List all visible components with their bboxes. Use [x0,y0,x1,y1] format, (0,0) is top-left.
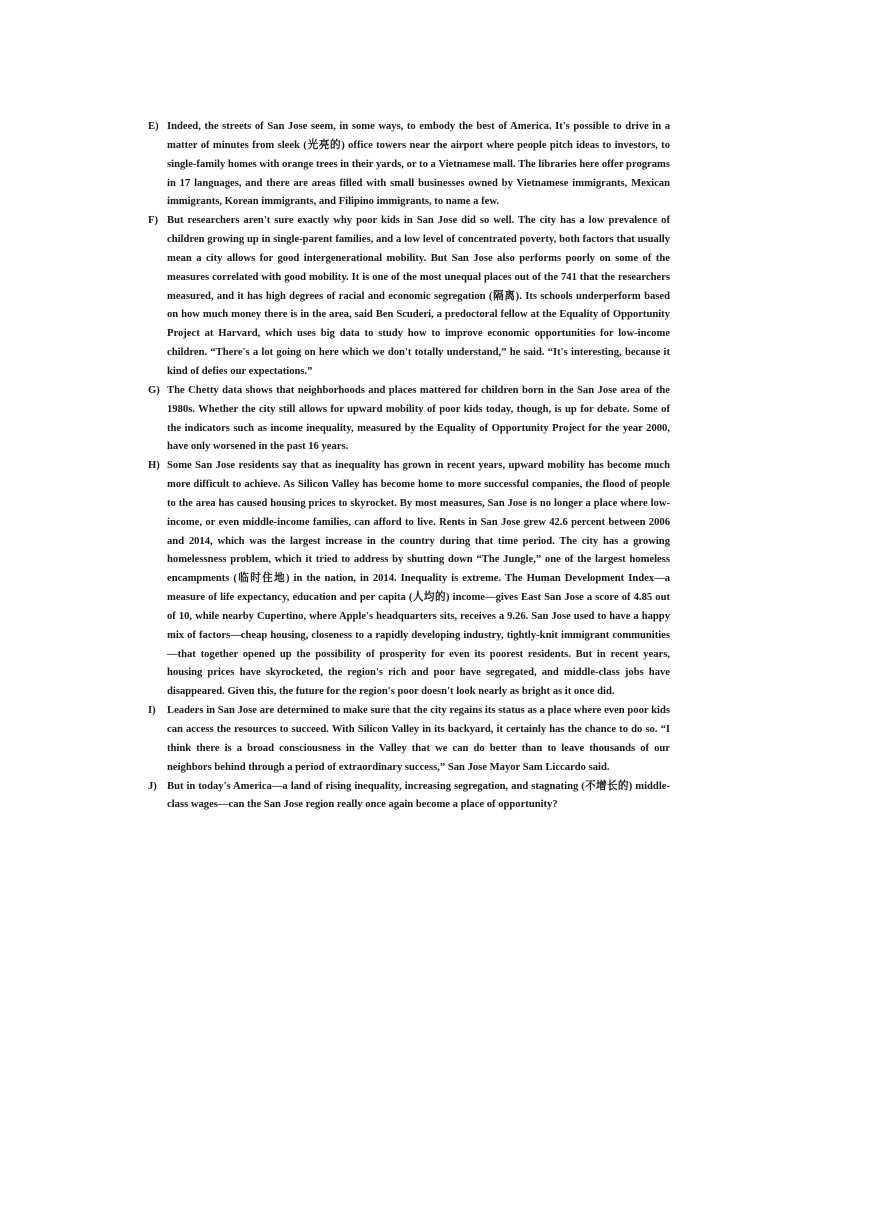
paragraph-g [148,382,670,457]
paragraph-label: G) [148,384,160,396]
paragraph-label: F) [148,215,158,227]
paragraph-label: I) [148,705,156,717]
paragraph-body: Indeed, the streets of San Jose seem, in some ways, to embody the best of America. It's possible to drive in a matter of minutes from sleek (光亮的) office towers near the airport where people pitch ideas to investors, to single-family homes with orange trees in their yards, or to a Vietnamese mall. The libraries here offer programs in 17 languages, and there are areas filled with small businesses owned by Vietnamese immigrants, Mexican immigrants, Korean immigrants, and Filipino immigrants, to name a few. [167,121,670,208]
paragraph-h [148,457,670,702]
paragraph-i [148,702,670,777]
passage-text [148,118,670,815]
paragraph-body: The Chetty data shows that neighborhoods and places mattered for children born in the San Jose area of the 1980s. Whether the city still allows for upward mobility of poor kids today, though, is up for debate. Some of the indicators such as income inequality, measured by the Equality of Opportunity Project for the year 2000, have only worsened in the past 16 years. [167,384,670,453]
paragraph-e [148,118,670,212]
paragraph-j [148,778,670,816]
paragraph-body: But in today's America—a land of rising inequality, increasing segregation, and stagnating (不增长的) middle-class wages—can the San Jose region really once again become a place of opportunity? [167,780,670,811]
paragraph-label: E) [148,121,159,132]
paragraph-label: J) [148,780,157,792]
paragraph-f [148,212,670,382]
paragraph-body: But researchers aren't sure exactly why poor kids in San Jose did so well. The city has a low prevalence of children growing up in single-parent families, and a low level of concentrated poverty, both factors that usually mean a city allows for good intergenerational mobility. But San Jose also performs poorly on some of the measures correlated with good mobility. It is one of the most unequal places out of the 741 that the researchers measured, and it has high degrees of racial and economic segregation (隔离). Its schools underperform based on how much money there is in the area, said Ben Scuderi, a predoctoral fellow at the Equality of Opportunity Project at Harvard, which uses big data to study how to improve economic opportunities for low-income children. “There's a lot going on here which we don't totally understand,” he said. “It's interesting, because it kind of defies our expectations.” [167,215,670,377]
paragraph-body: Leaders in San Jose are determined to make sure that the city regains its status as a place where even poor kids can access the resources to succeed. With Silicon Valley in its backyard, it certainly has the chance to do so. “I think there is a broad consciousness in the Valley that we can do better than to leave thousands of our neighbors behind through a period of extraordinary success,” San Jose Mayor Sam Liccardo said. [167,705,670,773]
paragraph-label: H) [148,460,160,472]
paragraph-body: Some San Jose residents say that as inequality has grown in recent years, upward mobility has become much more difficult to achieve. As Silicon Valley has become home to more successful companies, the flood of people to the area has caused housing prices to skyrocket. By most measures, San Jose is no longer a place where low-income, or even middle-income families, can afford to live. Rents in San Jose grew 42.6 percent between 2006 and 2014, which was the largest increase in the country during that time period. The city has a growing homelessness problem, which it tried to address by shutting down “The Jungle,” one of the largest homeless encampments (临时住地) in the nation, in 2014. Inequality is extreme. The Human Development Index—a measure of life expectancy, education and per capita (人均的) income—gives East San Jose a score of 4.85 out of 10, while nearby Cupertino, where Apple's headquarters sits, receives a 9.26. San Jose used to have a happy mix of factors—cheap housing, closeness to a rapidly developing industry, tightly-knit immigrant communities—that together opened up the possibility of prosperity for even its poorest residents. But in recent years, housing prices have skyrocketed, the region's rich and poor have segregated, and middle-class jobs have disappeared. Given this, the future for the region's poor doesn't look nearly as bright as it once did. [167,460,670,698]
